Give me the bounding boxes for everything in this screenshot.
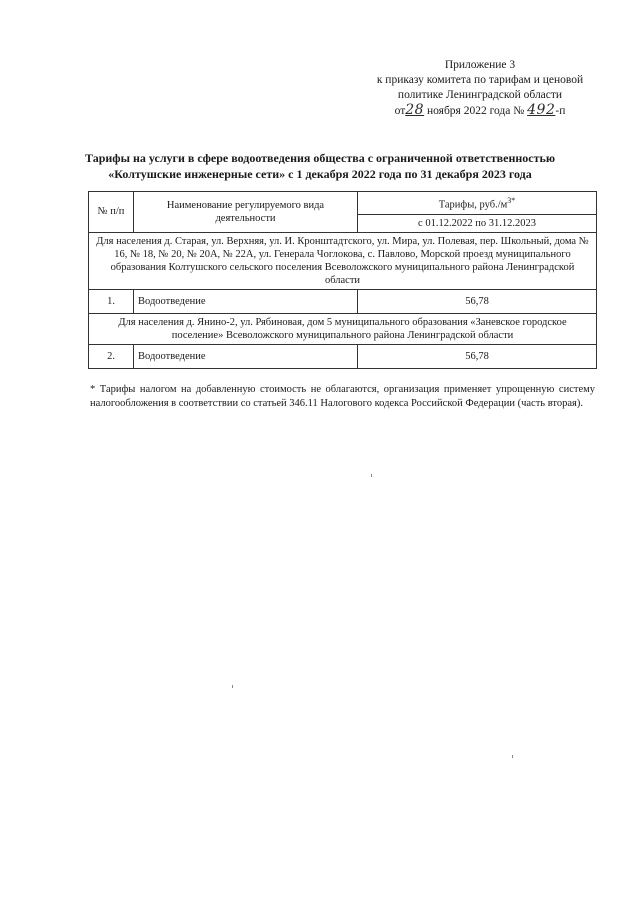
row-name: Водоотведение bbox=[134, 289, 358, 313]
row-num: 2. bbox=[89, 344, 134, 368]
scan-speck bbox=[371, 474, 372, 477]
table-row bbox=[89, 344, 597, 368]
row-name: Водоотведение bbox=[134, 344, 358, 368]
appendix-order-line: к приказу комитета по тарифам и ценовой bbox=[376, 74, 584, 86]
scan-speck bbox=[232, 685, 233, 688]
title-line-1: Тарифы на услуги в сфере водоотведения общества с ограниченной ответственностью bbox=[84, 151, 556, 165]
appendix-committee-line: политике Ленинградской области bbox=[397, 89, 563, 101]
row-num: 1. bbox=[89, 289, 134, 313]
handwritten-day: 28 bbox=[405, 102, 425, 118]
footnote: * Тарифы налогом на добавленную стоимость не облагаются, организация применяет упрощенную систему налогообложения в соответствии со статьей 346.11 Налогового кодекса Российской Федерации (часть вторая). bbox=[90, 384, 595, 409]
group-caption-row bbox=[89, 232, 597, 289]
group-caption-row bbox=[89, 313, 597, 344]
header-tariff bbox=[358, 192, 597, 215]
tariff-table bbox=[88, 191, 597, 369]
header-num: № п/п bbox=[89, 192, 134, 233]
document-title bbox=[60, 150, 580, 182]
header-period: с 01.12.2022 по 31.12.2023 bbox=[358, 214, 597, 232]
appendix-block bbox=[340, 58, 620, 119]
table-header-row bbox=[89, 192, 597, 215]
header-tariff-label: Тарифы, руб./м bbox=[438, 199, 508, 211]
handwritten-order-number: 492 bbox=[527, 102, 556, 118]
date-rest: ноября 2022 года № bbox=[426, 105, 525, 117]
title-line-2: «Колтушские инженерные сети» с 1 декабря 2022 года по 31 декабря 2023 года bbox=[108, 167, 532, 181]
row-tariff: 56,78 bbox=[358, 289, 597, 313]
scan-speck bbox=[512, 755, 513, 758]
order-suffix: -п bbox=[555, 105, 566, 117]
date-prefix: от bbox=[394, 105, 406, 117]
table-row bbox=[89, 289, 597, 313]
appendix-date-line bbox=[340, 103, 620, 119]
header-tariff-sup: 3* bbox=[507, 196, 516, 205]
group-caption: Для населения д. Янино-2, ул. Рябиновая, дом 5 муниципального образования «Заневское городское поселение» Всеволожского муниципального района Ленинградской области bbox=[89, 313, 597, 344]
header-name: Наименование регулируемого вида деятельности bbox=[134, 192, 358, 233]
row-tariff: 56,78 bbox=[358, 344, 597, 368]
appendix-title: Приложение 3 bbox=[444, 59, 516, 71]
group-caption: Для населения д. Старая, ул. Верхняя, ул. И. Кронштадтского, ул. Мира, ул. Полевая, пер. Школьный, дома № 16, № 18, № 20, № 20А, № 22А, ул. Генерала Чоглокова, с. Павлово, Морской проезд муниципального образования Колтушского сельского поселения Всеволожского муниципального района Ленинградской области bbox=[89, 232, 597, 289]
